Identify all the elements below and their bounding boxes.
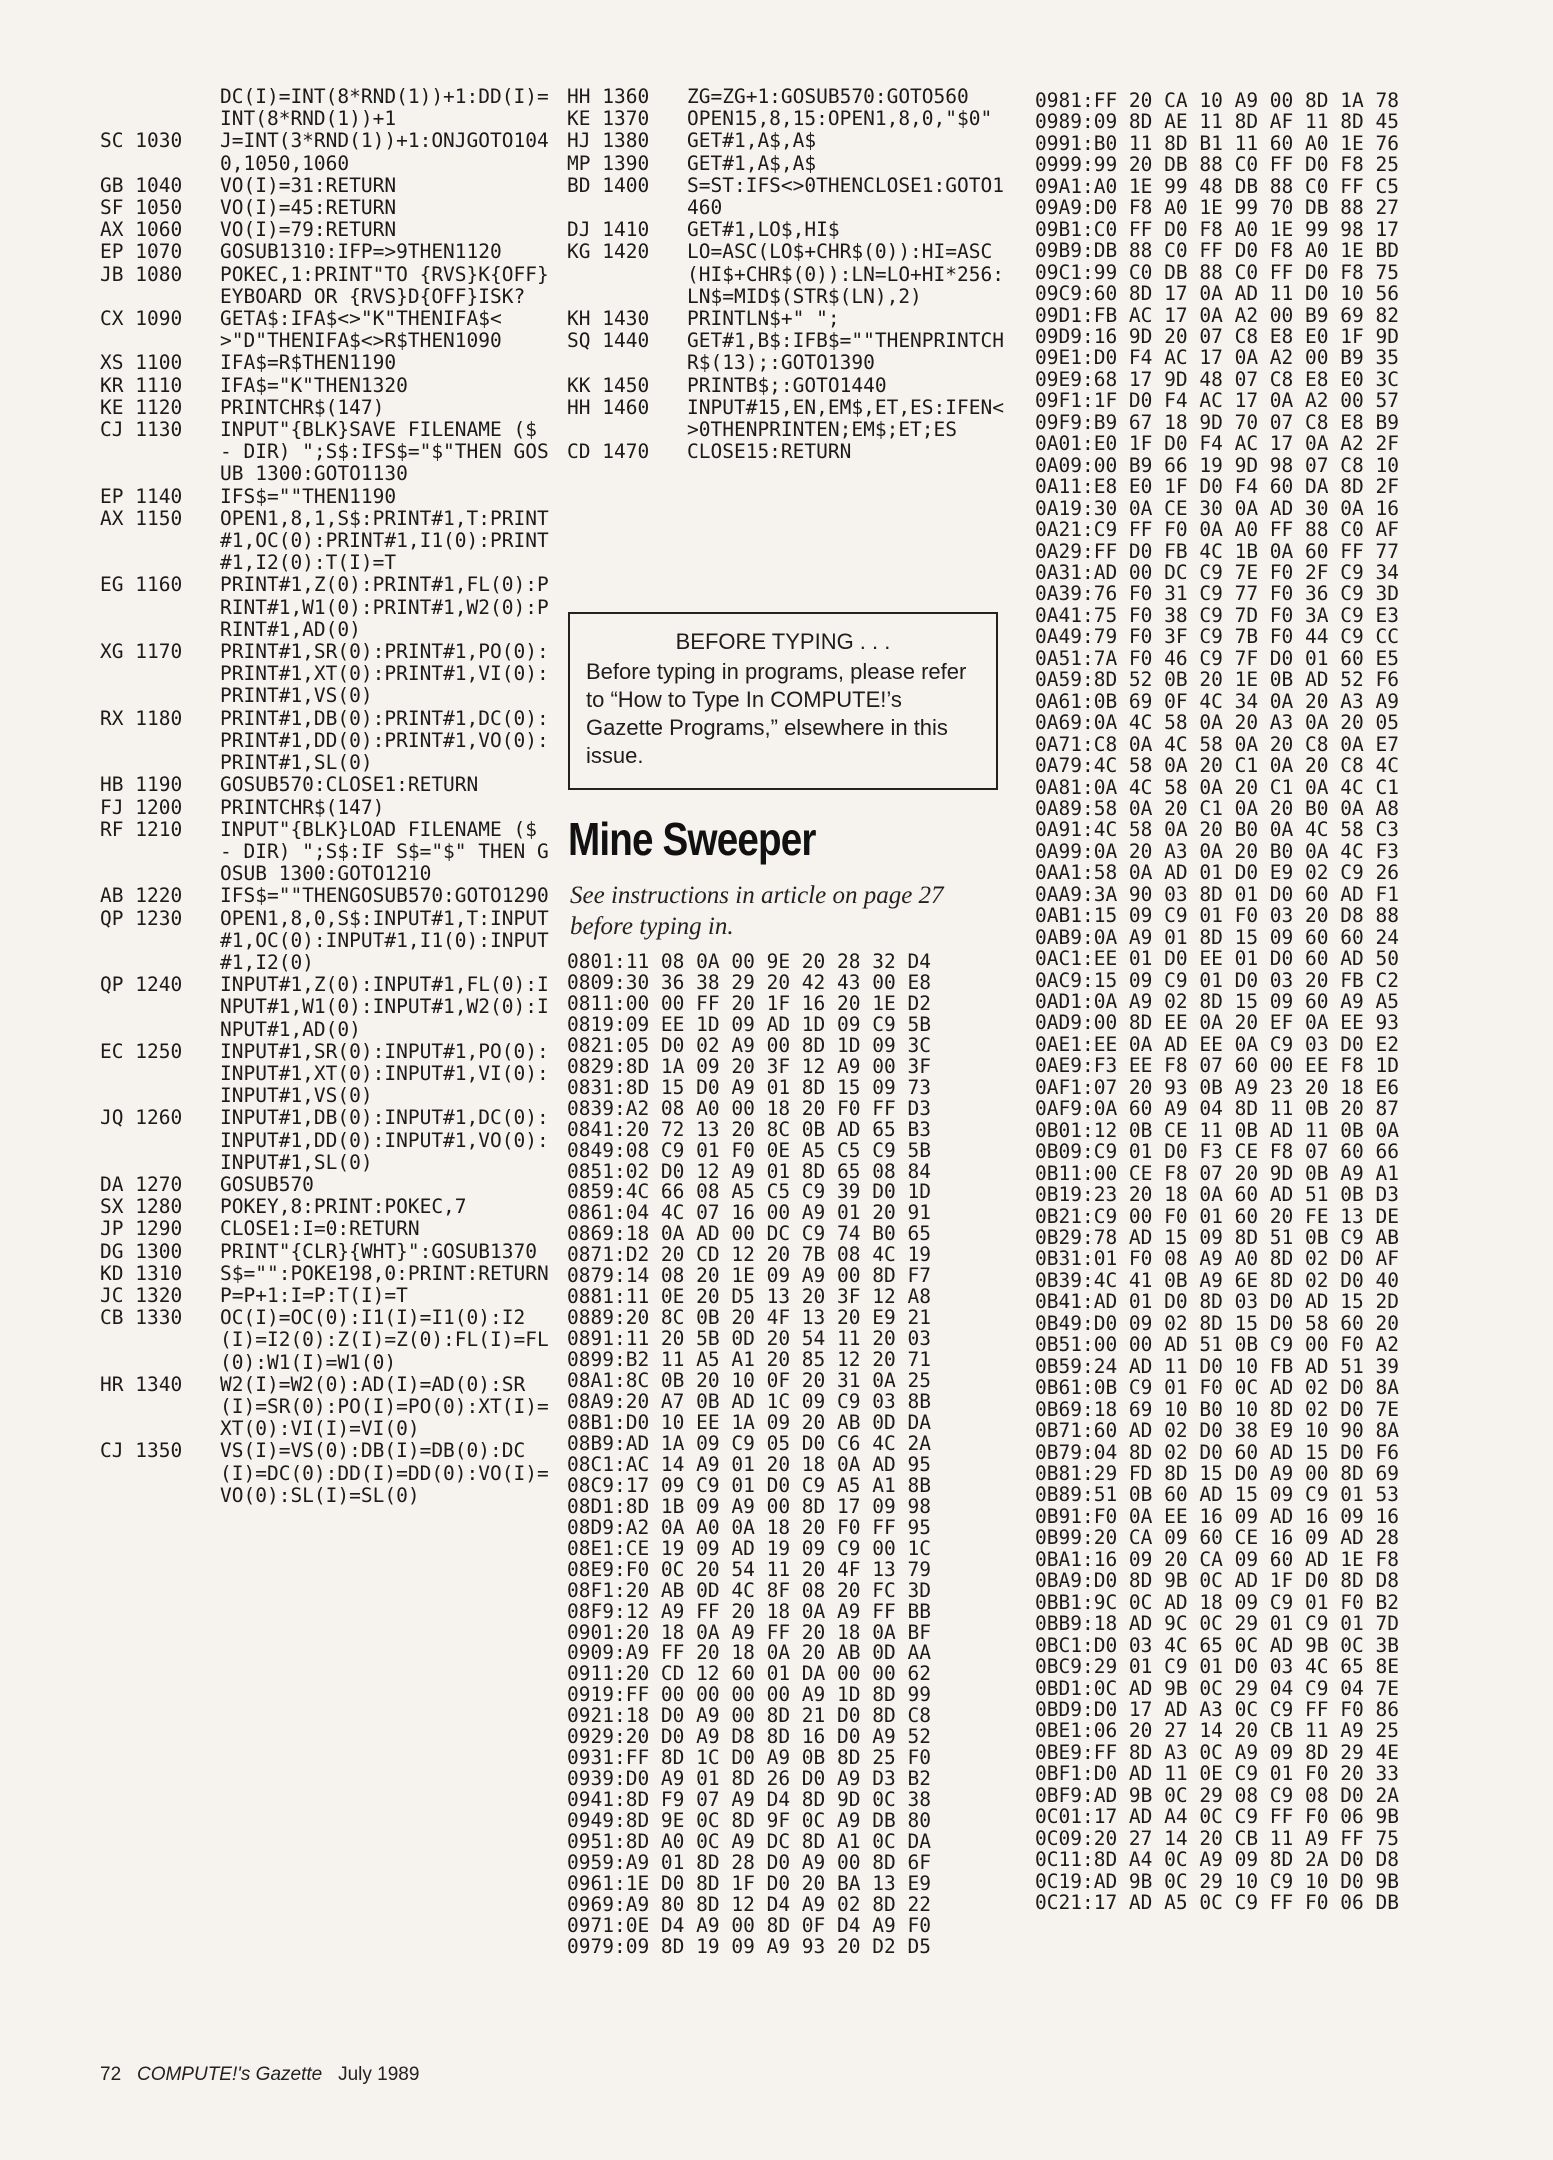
line-checksum-number: KG 1420	[567, 240, 650, 264]
line-checksum-number: DG 1300	[100, 1239, 183, 1263]
hex-line: 0BB9:18 AD 9C 0C 29 01 C9 01 7D	[1035, 1612, 1399, 1636]
basic-line	[100, 1263, 550, 1285]
basic-line	[100, 1107, 550, 1174]
hex-line: 0C09:20 27 14 20 CB 11 A9 FF 75	[1035, 1826, 1399, 1850]
basic-line	[100, 1174, 550, 1196]
basic-line	[567, 130, 1007, 152]
basic-line	[100, 1440, 550, 1507]
line-statement: PRINT#1,Z(0):PRINT#1,FL(0):PRINT#1,W1(0):PRINT#1,W2(0):PRINT#1,AD(0)	[220, 573, 549, 641]
basic-line	[100, 1196, 550, 1218]
hex-line: 0B99:20 CA 09 60 CE 16 09 AD 28	[1035, 1526, 1399, 1550]
line-checksum-number: HR 1340	[100, 1372, 183, 1396]
hex-line: 0991:B0 11 8D B1 11 60 A0 1E 76	[1035, 131, 1399, 155]
basic-line	[567, 441, 1007, 463]
hex-line: 08D1:8D 1B 09 A9 00 8D 17 09 98	[567, 1494, 931, 1518]
hex-line: 0A29:FF D0 FB 4C 1B 0A 60 FF 77	[1035, 539, 1399, 563]
hex-line: 0869:18 0A AD 00 DC C9 74 B0 65	[567, 1222, 931, 1246]
hex-line: 0A09:00 B9 66 19 9D 98 07 C8 10	[1035, 453, 1399, 477]
hex-line: 0801:11 08 0A 00 9E 20 28 32 D4	[567, 950, 931, 973]
hex-line: 0899:B2 11 A5 A1 20 85 12 20 71	[567, 1348, 931, 1372]
hex-line: 0931:FF 8D 1C D0 A9 0B 8D 25 F0	[567, 1746, 931, 1770]
basic-line	[100, 86, 550, 130]
hex-line: 0AC1:EE 01 D0 EE 01 D0 60 AD 50	[1035, 947, 1399, 971]
hex-line: 0C11:8D A4 0C A9 09 8D 2A D0 D8	[1035, 1848, 1399, 1872]
basic-line	[100, 774, 550, 796]
hex-line: 0959:A9 01 8D 28 D0 A9 00 8D 6F	[567, 1850, 931, 1874]
hex-line: 0961:1E D0 8D 1F D0 20 BA 13 E9	[567, 1871, 931, 1895]
hex-line: 09D9:16 9D 20 07 C8 E8 E0 1F 9D	[1035, 324, 1399, 348]
hex-line: 08D9:A2 0A A0 0A 18 20 F0 FF 95	[567, 1515, 931, 1539]
basic-line	[567, 397, 1007, 441]
line-checksum-number: QP 1230	[100, 906, 183, 930]
basic-line	[100, 1218, 550, 1240]
hex-line: 08A1:8C 0B 20 10 0F 20 31 0A 25	[567, 1369, 931, 1393]
hex-line: 0879:14 08 20 1E 09 A9 00 8D F7	[567, 1264, 931, 1288]
hex-line: 0979:09 8D 19 09 A9 93 20 D2 D5	[567, 1934, 931, 1958]
basic-line	[100, 819, 550, 886]
line-statement: INPUT#15,EN,EM$,ET,ES:IFEN<>0THENPRINTEN;EM$;ET;ES	[687, 395, 1004, 442]
line-statement: GOSUB1310:IFP=>9THEN1120	[220, 240, 502, 264]
hex-line: 0911:20 CD 12 60 01 DA 00 00 62	[567, 1662, 931, 1686]
hex-line: 0901:20 18 0A A9 FF 20 18 0A BF	[567, 1620, 931, 1644]
hex-line: 0A31:AD 00 DC C9 7E F0 2F C9 34	[1035, 560, 1399, 584]
hex-line: 0A91:4C 58 0A 20 B0 0A 4C 58 C3	[1035, 818, 1399, 842]
hex-line: 0951:8D A0 0C A9 DC 8D A1 0C DA	[567, 1830, 931, 1854]
basic-line	[100, 508, 550, 575]
hex-line: 08B9:AD 1A 09 C9 05 D0 C6 4C 2A	[567, 1431, 931, 1455]
hex-line: 0AC9:15 09 C9 01 D0 03 20 FB C2	[1035, 968, 1399, 992]
hex-line: 0B61:0B C9 01 F0 0C AD 02 D0 8A	[1035, 1376, 1399, 1400]
article-title: Mine Sweeper	[568, 813, 816, 865]
line-checksum-number: RF 1210	[100, 817, 183, 841]
line-statement: DC(I)=INT(8*RND(1))+1:DD(I)=INT(8*RND(1))+1	[220, 85, 549, 131]
hex-line: 0811:00 00 FF 20 1F 16 20 1E D2	[567, 991, 931, 1015]
hex-line: 0B19:23 20 18 0A 60 AD 51 0B D3	[1035, 1183, 1399, 1207]
hex-line: 0A01:E0 1F D0 F4 AC 17 0A A2 2F	[1035, 432, 1399, 456]
line-statement: VO(I)=79:RETURN	[220, 218, 397, 242]
hex-line: 0B09:C9 01 D0 F3 CE F8 07 60 66	[1035, 1140, 1399, 1164]
line-checksum-number: RX 1180	[100, 706, 183, 730]
hex-line: 0859:4C 66 08 A5 C5 C9 39 D0 1D	[567, 1180, 931, 1204]
basic-line	[100, 397, 550, 419]
line-statement: GET#1,B$:IFB$=""THENPRINTCHR$(13);:GOTO1390	[687, 329, 1004, 375]
hex-line: 0889:20 8C 0B 20 4F 13 20 E9 21	[567, 1306, 931, 1330]
line-checksum-number: CX 1090	[100, 307, 183, 331]
hex-line: 0A71:C8 0A 4C 58 0A 20 C8 0A E7	[1035, 732, 1399, 756]
line-checksum-number: CJ 1130	[100, 418, 183, 442]
hex-line: 0B39:4C 41 0B A9 6E 8D 02 D0 40	[1035, 1268, 1399, 1292]
line-statement: CLOSE1:I=0:RETURN	[220, 1217, 420, 1241]
line-checksum-number: MP 1390	[567, 151, 650, 175]
hex-line: 0C21:17 AD A5 0C C9 FF F0 06 DB	[1035, 1891, 1399, 1915]
line-statement: P=P+1:I=P:T(I)=T	[220, 1283, 408, 1307]
hex-line: 09E9:68 17 9D 48 07 C8 E8 E0 3C	[1035, 367, 1399, 391]
line-statement: IFS$=""THENGOSUB570:GOTO1290	[220, 884, 549, 908]
basic-line	[567, 375, 1007, 397]
line-checksum-number: DA 1270	[100, 1172, 183, 1196]
line-checksum-number: JB 1080	[100, 262, 183, 286]
line-checksum-number: XG 1170	[100, 640, 183, 664]
hex-line: 0949:8D 9E 0C 8D 9F 0C A9 DB 80	[567, 1809, 931, 1833]
line-checksum-number: EP 1140	[100, 484, 183, 508]
line-checksum-number: EC 1250	[100, 1039, 183, 1063]
line-checksum-number: SQ 1440	[567, 329, 650, 353]
hex-line: 0BA1:16 09 20 CA 09 60 AD 1E F8	[1035, 1547, 1399, 1571]
line-statement: VO(I)=31:RETURN	[220, 173, 397, 197]
hex-line: 0B11:00 CE F8 07 20 9D 0B A9 A1	[1035, 1161, 1399, 1185]
hex-line: 0841:20 72 13 20 8C 0B AD 65 B3	[567, 1117, 931, 1141]
hex-line: 0831:8D 15 D0 A9 01 8D 15 09 73	[567, 1075, 931, 1099]
line-statement: INPUT#1,Z(0):INPUT#1,FL(0):INPUT#1,W1(0):INPUT#1,W2(0):INPUT#1,AD(0)	[220, 973, 549, 1041]
line-checksum-number: KK 1450	[567, 373, 650, 397]
line-statement: IFA$="K"THEN1320	[220, 373, 408, 397]
hex-line: 0A81:0A 4C 58 0A 20 C1 0A 4C C1	[1035, 775, 1399, 799]
line-checksum-number: SC 1030	[100, 129, 183, 153]
hex-line: 09A9:D0 F8 A0 1E 99 70 DB 88 27	[1035, 196, 1399, 220]
hex-line: 08B1:D0 10 EE 1A 09 20 AB 0D DA	[567, 1410, 931, 1434]
line-checksum-number: KR 1110	[100, 373, 183, 397]
line-statement: PRINT#1,DB(0):PRINT#1,DC(0):PRINT#1,DD(0):PRINT#1,VO(0):PRINT#1,SL(0)	[220, 706, 549, 775]
line-statement: GOSUB570	[220, 1172, 314, 1196]
hex-line: 0AA1:58 0A AD 01 D0 E9 02 C9 26	[1035, 861, 1399, 885]
basic-line	[100, 885, 550, 907]
notice-body: Before typing in programs, please refer to “How to Type In COMPUTE!’s Gazette Programs,” elsewhere in this issue.	[586, 659, 967, 768]
basic-line	[100, 908, 550, 975]
line-checksum-number: KH 1430	[567, 307, 650, 331]
hex-line: 0A19:30 0A CE 30 0A AD 30 0A 16	[1035, 496, 1399, 520]
basic-line	[100, 1285, 550, 1307]
basic-line	[100, 241, 550, 263]
hex-line: 0A69:0A 4C 58 0A 20 A3 0A 20 05	[1035, 711, 1399, 735]
line-statement: INPUT"{BLK}SAVE FILENAME ($ - DIR) ";S$:IFS$="$"THEN GOSUB 1300:GOTO1130	[220, 418, 549, 486]
hex-line: 0AB9:0A A9 01 8D 15 09 60 60 24	[1035, 925, 1399, 949]
line-statement: PRINTLN$+" ";	[687, 307, 840, 331]
line-statement: PRINT#1,SR(0):PRINT#1,PO(0):PRINT#1,XT(0):PRINT#1,VI(0):PRINT#1,VS(0)	[220, 640, 549, 708]
hex-line: 09C9:60 8D 17 0A AD 11 D0 10 56	[1035, 282, 1399, 306]
line-statement: PRINT"{CLR}{WHT}":GOSUB1370	[220, 1239, 537, 1263]
hex-line: 0BD9:D0 17 AD A3 0C C9 FF F0 86	[1035, 1697, 1399, 1721]
line-checksum-number	[100, 86, 220, 130]
line-statement: OC(I)=OC(0):I1(I)=I1(0):I2(I)=I2(0):Z(I)=Z(0):FL(I)=FL(0):W1(I)=W1(0)	[220, 1306, 549, 1374]
hex-line: 0B01:12 0B CE 11 0B AD 11 0B 0A	[1035, 1118, 1399, 1142]
basic-listing-column-2	[567, 86, 1007, 463]
line-checksum-number: KE 1120	[100, 395, 183, 419]
hex-line: 08C9:17 09 C9 01 D0 C9 A5 A1 8B	[567, 1473, 931, 1497]
basic-line	[567, 330, 1007, 374]
line-statement: OPEN1,8,1,S$:PRINT#1,T:PRINT#1,OC(0):PRINT#1,I1(0):PRINT#1,I2(0):T(I)=T	[220, 506, 549, 575]
hex-line: 0B59:24 AD 11 D0 10 FB AD 51 39	[1035, 1354, 1399, 1378]
line-statement: INPUT"{BLK}LOAD FILENAME ($ - DIR) ";S$:IF S$="$" THEN GOSUB 1300:GOTO1210	[220, 817, 549, 886]
hex-line: 0941:8D F9 07 A9 D4 8D 9D 0C 38	[567, 1788, 931, 1812]
hex-line: 0921:18 D0 A9 00 8D 21 D0 8D C8	[567, 1704, 931, 1728]
hex-line: 0839:A2 08 A0 00 18 20 F0 FF D3	[567, 1096, 931, 1120]
hex-line: 0B21:C9 00 F0 01 60 20 FE 13 DE	[1035, 1204, 1399, 1228]
hex-line: 0A79:4C 58 0A 20 C1 0A 20 C8 4C	[1035, 754, 1399, 778]
hex-line: 0B89:51 0B 60 AD 15 09 C9 01 53	[1035, 1483, 1399, 1507]
basic-line	[567, 219, 1007, 241]
line-statement: PRINTCHR$(147)	[220, 395, 385, 419]
hex-line: 0A99:0A 20 A3 0A 20 B0 0A 4C F3	[1035, 839, 1399, 863]
basic-line	[567, 108, 1007, 130]
line-checksum-number: AX 1150	[100, 506, 183, 530]
basic-line	[100, 974, 550, 1041]
line-checksum-number: EP 1070	[100, 240, 183, 264]
hex-line: 0AD9:00 8D EE 0A 20 EF 0A EE 93	[1035, 1011, 1399, 1035]
hex-line: 0BE9:FF 8D A3 0C A9 09 8D 29 4E	[1035, 1740, 1399, 1764]
hex-line: 09B1:C0 FF D0 F8 A0 1E 99 98 17	[1035, 217, 1399, 241]
hex-line: 09A1:A0 1E 99 48 DB 88 C0 FF C5	[1035, 174, 1399, 198]
line-statement: GET#1,A$,A$	[687, 129, 817, 153]
line-checksum-number: JQ 1260	[100, 1106, 183, 1130]
hex-line: 0A41:75 F0 38 C9 7D F0 3A C9 E3	[1035, 603, 1399, 627]
hex-line: 09F9:B9 67 18 9D 70 07 C8 E8 B9	[1035, 410, 1399, 434]
hex-line: 0981:FF 20 CA 10 A9 00 8D 1A 78	[1035, 89, 1399, 112]
hex-listing-column-2	[567, 952, 1007, 1958]
hex-line: 0BD1:0C AD 9B 0C 29 04 C9 04 7E	[1035, 1676, 1399, 1700]
hex-line: 0A59:8D 52 0B 20 1E 0B AD 52 F6	[1035, 668, 1399, 692]
line-statement: PRINTCHR$(147)	[220, 795, 385, 819]
hex-line: 0B91:F0 0A EE 16 09 AD 16 09 16	[1035, 1504, 1399, 1528]
hex-line: 0A61:0B 69 0F 4C 34 0A 20 A3 A9	[1035, 689, 1399, 713]
basic-line	[100, 708, 550, 775]
basic-line	[567, 241, 1007, 308]
basic-line	[100, 641, 550, 708]
hex-line: 0861:04 4C 07 16 00 A9 01 20 91	[567, 1201, 931, 1225]
hex-line: 0969:A9 80 8D 12 D4 A9 02 8D 22	[567, 1892, 931, 1916]
line-statement: POKEY,8:PRINT:POKEC,7	[220, 1195, 467, 1219]
line-statement: VS(I)=VS(0):DB(I)=DB(0):DC(I)=DC(0):DD(I)=DD(0):VO(I)=VO(0):SL(I)=SL(0)	[220, 1439, 549, 1507]
line-statement: PRINTB$;:GOTO1440	[687, 373, 887, 397]
line-checksum-number: QP 1240	[100, 973, 183, 997]
hex-line: 0C01:17 AD A4 0C C9 FF F0 06 9B	[1035, 1805, 1399, 1829]
hex-line: 0939:D0 A9 01 8D 26 D0 A9 D3 B2	[567, 1767, 931, 1791]
line-checksum-number: CJ 1350	[100, 1439, 183, 1463]
line-statement: OPEN1,8,0,S$:INPUT#1,T:INPUT#1,OC(0):INPUT#1,I1(0):INPUT#1,I2(0)	[220, 906, 549, 974]
hex-line: 08E9:F0 0C 20 54 11 20 4F 13 79	[567, 1557, 931, 1581]
hex-line: 0A11:E8 E0 1F D0 F4 60 DA 8D 2F	[1035, 475, 1399, 499]
hex-line: 0AF9:0A 60 A9 04 8D 11 0B 20 87	[1035, 1097, 1399, 1121]
line-statement: GOSUB570:CLOSE1:RETURN	[220, 773, 479, 797]
page-number: 72	[100, 2064, 122, 2085]
line-checksum-number: CB 1330	[100, 1306, 183, 1330]
hex-line: 09D1:FB AC 17 0A A2 00 B9 69 82	[1035, 303, 1399, 327]
hex-line: 0A51:7A F0 46 C9 7F D0 01 60 E5	[1035, 646, 1399, 670]
hex-line: 0971:0E D4 A9 00 8D 0F D4 A9 F0	[567, 1913, 931, 1937]
basic-line	[100, 1307, 550, 1374]
line-statement: S$="":POKE198,0:PRINT:RETURN	[220, 1261, 549, 1285]
hex-line: 09E1:D0 F4 AC 17 0A A2 00 B9 35	[1035, 346, 1399, 370]
hex-line: 08C1:AC 14 A9 01 20 18 0A AD 95	[567, 1452, 931, 1476]
line-checksum-number: HJ 1380	[567, 129, 650, 153]
notice-heading: BEFORE TYPING . . .	[675, 629, 891, 654]
hex-line: 0B29:78 AD 15 09 8D 51 0B C9 AB	[1035, 1226, 1399, 1250]
article-intro: See instructions in article on page 27 before typing in.	[570, 882, 944, 940]
hex-line: 0A49:79 F0 3F C9 7B F0 44 C9 CC	[1035, 625, 1399, 649]
line-checksum-number: JC 1320	[100, 1283, 183, 1307]
basic-line	[567, 153, 1007, 175]
basic-line	[100, 574, 550, 641]
basic-line	[100, 486, 550, 508]
hex-line: 09B9:DB 88 C0 FF D0 F8 A0 1E BD	[1035, 239, 1399, 263]
line-checksum-number: DJ 1410	[567, 218, 650, 242]
basic-line	[100, 419, 550, 486]
hex-line: 0929:20 D0 A9 D8 8D 16 D0 A9 52	[567, 1725, 931, 1749]
before-typing-notice	[568, 612, 998, 790]
hex-line: 0C19:AD 9B 0C 29 10 C9 10 D0 9B	[1035, 1869, 1399, 1893]
line-statement: POKEC,1:PRINT"TO {RVS}K{OFF}EYBOARD OR {RVS}D{OFF}ISK?	[220, 262, 549, 308]
basic-line	[567, 86, 1007, 108]
hex-line: 0909:A9 FF 20 18 0A 20 AB 0D AA	[567, 1641, 931, 1665]
magazine-name: COMPUTE!'s Gazette	[136, 2064, 323, 2085]
issue-date: July 1989	[338, 2064, 420, 2085]
line-statement: CLOSE15:RETURN	[687, 440, 852, 464]
hex-line: 0829:8D 1A 09 20 3F 12 A9 00 3F	[567, 1054, 931, 1078]
hex-line: 0891:11 20 5B 0D 20 54 11 20 03	[567, 1327, 931, 1351]
hex-line: 09F1:1F D0 F4 AC 17 0A A2 00 57	[1035, 389, 1399, 413]
hex-line: 0989:09 8D AE 11 8D AF 11 8D 45	[1035, 110, 1399, 134]
hex-line: 0AF1:07 20 93 0B A9 23 20 18 E6	[1035, 1075, 1399, 1099]
line-checksum-number: CD 1470	[567, 440, 650, 464]
line-checksum-number: HH 1360	[567, 85, 650, 108]
hex-line: 0A21:C9 FF F0 0A A0 FF 88 C0 AF	[1035, 518, 1399, 542]
line-checksum-number: FJ 1200	[100, 795, 183, 819]
hex-line: 0BF9:AD 9B 0C 29 08 C9 08 D0 2A	[1035, 1783, 1399, 1807]
line-checksum-number: KE 1370	[567, 107, 650, 131]
hex-line: 09C1:99 C0 DB 88 C0 FF D0 F8 75	[1035, 260, 1399, 284]
basic-line	[567, 175, 1007, 219]
line-checksum-number: GB 1040	[100, 173, 183, 197]
basic-line	[100, 130, 550, 174]
hex-line: 0AA9:3A 90 03 8D 01 D0 60 AD F1	[1035, 882, 1399, 906]
hex-line: 08E1:CE 19 09 AD 19 09 C9 00 1C	[567, 1536, 931, 1560]
line-checksum-number: SF 1050	[100, 196, 183, 220]
hex-line: 0B49:D0 09 02 8D 15 D0 58 60 20	[1035, 1311, 1399, 1335]
hex-line: 0999:99 20 DB 88 C0 FF D0 F8 25	[1035, 153, 1399, 177]
basic-listing-column-1	[100, 86, 550, 1507]
line-checksum-number: BD 1400	[567, 173, 650, 197]
hex-line: 0851:02 D0 12 A9 01 8D 65 08 84	[567, 1159, 931, 1183]
line-statement: S=ST:IFS<>0THENCLOSE1:GOTO1460	[687, 173, 1004, 220]
hex-line: 0AB1:15 09 C9 01 F0 03 20 D8 88	[1035, 904, 1399, 928]
line-statement: INPUT#1,DB(0):INPUT#1,DC(0):INPUT#1,DD(0):INPUT#1,VO(0):INPUT#1,SL(0)	[220, 1106, 549, 1174]
hex-line: 08F9:12 A9 FF 20 18 0A A9 FF BB	[567, 1599, 931, 1623]
hex-line: 0AD1:0A A9 02 8D 15 09 60 A9 A5	[1035, 990, 1399, 1014]
line-checksum-number: HH 1460	[567, 395, 650, 419]
line-statement: GET#1,LO$,HI$	[687, 218, 840, 242]
basic-line	[100, 352, 550, 374]
hex-line: 0B71:60 AD 02 D0 38 E9 10 90 8A	[1035, 1419, 1399, 1443]
line-checksum-number: EG 1160	[100, 573, 183, 597]
basic-line	[567, 308, 1007, 330]
line-statement: J=INT(3*RND(1))+1:ONJGOTO1040,1050,1060	[220, 129, 549, 175]
hex-line: 0AE1:EE 0A AD EE 0A C9 03 D0 E2	[1035, 1032, 1399, 1056]
basic-line	[100, 375, 550, 397]
line-statement: IFS$=""THEN1190	[220, 484, 397, 508]
hex-line: 0B81:29 FD 8D 15 D0 A9 00 8D 69	[1035, 1462, 1399, 1485]
hex-line: 0871:D2 20 CD 12 20 7B 08 4C 19	[567, 1243, 931, 1267]
hex-line: 0821:05 D0 02 A9 00 8D 1D 09 3C	[567, 1033, 931, 1057]
hex-line: 0BA9:D0 8D 9B 0C AD 1F D0 8D D8	[1035, 1569, 1399, 1593]
line-statement: INPUT#1,SR(0):INPUT#1,PO(0):INPUT#1,XT(0):INPUT#1,VI(0):INPUT#1,VS(0)	[220, 1039, 549, 1108]
hex-line: 0BC1:D0 03 4C 65 0C AD 9B 0C 3B	[1035, 1633, 1399, 1657]
basic-line	[100, 1041, 550, 1108]
line-statement: ZG=ZG+1:GOSUB570:GOTO560	[687, 85, 969, 108]
hex-line: 0809:30 36 38 29 20 42 43 00 E8	[567, 970, 931, 994]
basic-line	[100, 797, 550, 819]
basic-line	[100, 219, 550, 241]
line-checksum-number: KD 1310	[100, 1261, 183, 1285]
basic-line	[100, 308, 550, 352]
hex-line: 0BB1:9C 0C AD 18 09 C9 01 F0 B2	[1035, 1590, 1399, 1614]
line-statement: OPEN15,8,15:OPEN1,8,0,"$0"	[687, 107, 993, 131]
line-statement: LO=ASC(LO$+CHR$(0)):HI=ASC(HI$+CHR$(0)):LN=LO+HI*256:LN$=MID$(STR$(LN),2)	[687, 240, 1004, 308]
basic-line	[100, 175, 550, 197]
hex-line: 0819:09 EE 1D 09 AD 1D 09 C9 5B	[567, 1012, 931, 1036]
hex-line: 0849:08 C9 01 F0 0E A5 C5 C9 5B	[567, 1138, 931, 1162]
hex-line: 0B41:AD 01 D0 8D 03 D0 AD 15 2D	[1035, 1290, 1399, 1314]
line-checksum-number: AB 1220	[100, 884, 183, 908]
hex-line: 0A89:58 0A 20 C1 0A 20 B0 0A A8	[1035, 796, 1399, 820]
hex-line: 0B51:00 00 AD 51 0B C9 00 F0 A2	[1035, 1333, 1399, 1357]
basic-line	[100, 1241, 550, 1263]
hex-line: 0881:11 0E 20 D5 13 20 3F 12 A8	[567, 1285, 931, 1309]
line-statement: GET#1,A$,A$	[687, 151, 817, 175]
hex-line: 0B31:01 F0 08 A9 A0 8D 02 D0 AF	[1035, 1247, 1399, 1271]
hex-line: 0BF1:D0 AD 11 0E C9 01 F0 20 33	[1035, 1762, 1399, 1786]
hex-line: 0BE1:06 20 27 14 20 CB 11 A9 25	[1035, 1719, 1399, 1743]
basic-line	[100, 264, 550, 308]
basic-line	[100, 1374, 550, 1441]
hex-line: 0919:FF 00 00 00 00 A9 1D 8D 99	[567, 1683, 931, 1707]
hex-line: 0B79:04 8D 02 D0 60 AD 15 D0 F6	[1035, 1440, 1399, 1464]
line-checksum-number: HB 1190	[100, 773, 183, 797]
line-statement: IFA$=R$THEN1190	[220, 351, 397, 375]
hex-line: 08A9:20 A7 0B AD 1C 09 C9 03 8B	[567, 1390, 931, 1414]
hex-line: 0AE9:F3 EE F8 07 60 00 EE F8 1D	[1035, 1054, 1399, 1078]
hex-line: 08F1:20 AB 0D 4C 8F 08 20 FC 3D	[567, 1578, 931, 1602]
line-checksum-number: JP 1290	[100, 1217, 183, 1241]
hex-listing-column-3	[1035, 90, 1515, 1914]
page-footer	[100, 2064, 419, 2086]
line-checksum-number: XS 1100	[100, 351, 183, 375]
hex-line: 0B69:18 69 10 B0 10 8D 02 D0 7E	[1035, 1397, 1399, 1421]
line-statement: GETA$:IFA$<>"K"THENIFA$<>"D"THENIFA$<>R$THEN1090	[220, 307, 502, 353]
line-statement: VO(I)=45:RETURN	[220, 196, 397, 220]
hex-line: 0BC9:29 01 C9 01 D0 03 4C 65 8E	[1035, 1655, 1399, 1679]
line-checksum-number: AX 1060	[100, 218, 183, 242]
basic-line	[100, 197, 550, 219]
line-statement: W2(I)=W2(0):AD(I)=AD(0):SR(I)=SR(0):PO(I)=PO(0):XT(I)=XT(0):VI(I)=VI(0)	[220, 1372, 549, 1441]
line-checksum-number: SX 1280	[100, 1195, 183, 1219]
hex-line: 0A39:76 F0 31 C9 77 F0 36 C9 3D	[1035, 582, 1399, 606]
